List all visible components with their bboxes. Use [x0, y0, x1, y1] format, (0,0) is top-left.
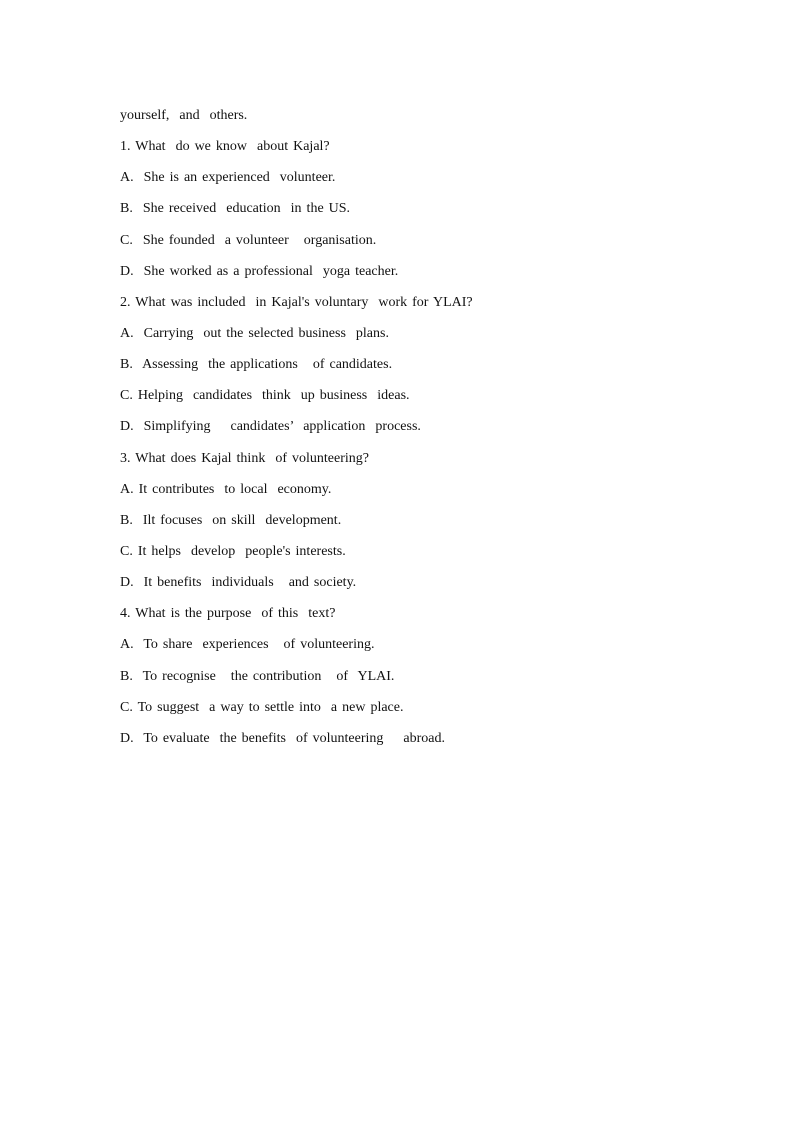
question-3-stem: 3. What does Kajal think of volunteering?	[120, 450, 369, 466]
question-2-option-c: C. Helping candidates think up business ideas.	[120, 388, 410, 404]
question-4-option-b: B. To recognise the contribution of YLAI.	[120, 668, 395, 684]
question-4-option-a: A. To share experiences of volunteering.	[120, 637, 375, 653]
question-2-option-b: B. Assessing the applications of candidates.	[120, 357, 393, 373]
question-3-option-c: C. It helps develop people's interests.	[120, 543, 346, 559]
question-3-option-a: A. It contributes to local economy.	[120, 481, 332, 497]
question-2-option-d: D. Simplifying candidates’ application process.	[120, 419, 421, 435]
question-1-option-d: D. She worked as a professional yoga teacher.	[120, 263, 399, 279]
question-1-stem: 1. What do we know about Kajal?	[120, 139, 330, 155]
question-1-option-b: B. She received education in the US.	[120, 201, 351, 217]
question-2-stem: 2. What was included in Kajal's voluntary work for YLAI?	[120, 294, 473, 310]
question-4-stem: 4. What is the purpose of this text?	[120, 606, 336, 622]
question-1-option-a: A. She is an experienced volunteer.	[120, 170, 336, 186]
question-1-option-c: C. She founded a volunteer organisation.	[120, 232, 377, 248]
passage-continuation: yourself, and others.	[120, 108, 248, 123]
question-2-option-a: A. Carrying out the selected business plans.	[120, 325, 389, 341]
question-3-option-d: D. It benefits individuals and society.	[120, 575, 357, 591]
question-4-option-d: D. To evaluate the benefits of volunteering abroad.	[120, 730, 445, 746]
document-page	[120, 100, 720, 754]
question-3-option-b: B. Ilt focuses on skill development.	[120, 512, 342, 528]
question-4-option-c: C. To suggest a way to settle into a new place.	[120, 699, 404, 715]
